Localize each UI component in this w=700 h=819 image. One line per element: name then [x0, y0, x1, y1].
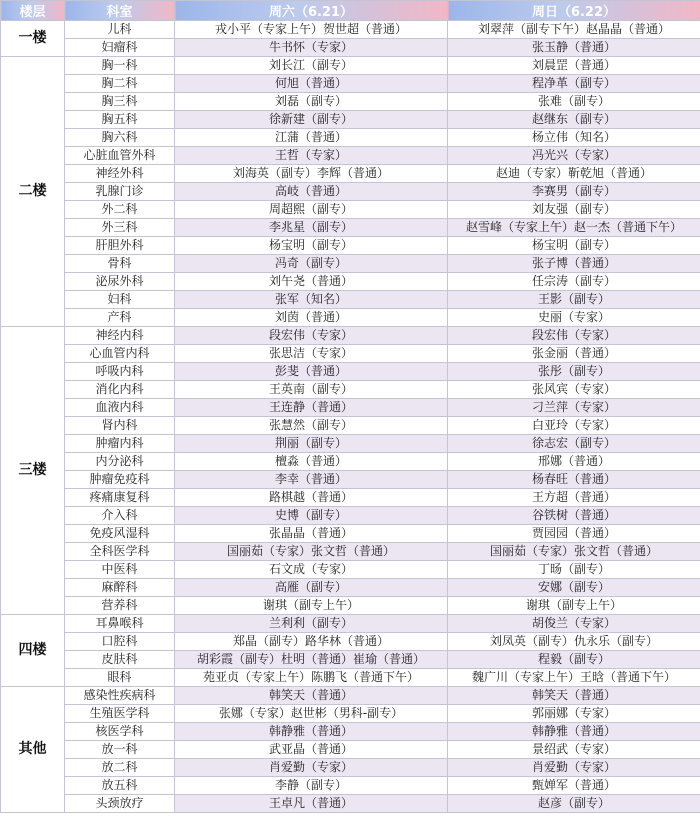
department-cell: 疼痛康复科	[65, 489, 175, 507]
sunday-doctor-cell: 史丽（专家）	[448, 309, 700, 327]
sunday-doctor-cell: 胡俊兰（专家）	[448, 615, 700, 633]
department-cell: 肾内科	[65, 417, 175, 435]
sunday-doctor-cell: 任宗涛（副专）	[448, 273, 700, 291]
saturday-doctor-cell: 武亚晶（普通）	[175, 741, 448, 759]
saturday-doctor-cell: 路棋越（普通）	[175, 489, 448, 507]
saturday-doctor-cell: 王卓凡（普通）	[175, 795, 448, 813]
department-cell: 妇瘤科	[65, 39, 175, 57]
department-cell: 营养科	[65, 597, 175, 615]
sunday-doctor-cell: 李赛男（副专）	[448, 183, 700, 201]
department-cell: 内分泌科	[65, 453, 175, 471]
saturday-doctor-cell: 张慧然（副专）	[175, 417, 448, 435]
floor-cell: 一楼	[1, 21, 65, 57]
department-cell: 骨科	[65, 255, 175, 273]
saturday-doctor-cell: 韩笑天（普通）	[175, 687, 448, 705]
department-cell: 妇科	[65, 291, 175, 309]
sunday-doctor-cell: 谷铁树（普通）	[448, 507, 700, 525]
saturday-doctor-cell: 彭斐（普通）	[175, 363, 448, 381]
header-sunday: 周日（6.22）	[448, 1, 700, 21]
department-cell: 全科医学科	[65, 543, 175, 561]
sunday-doctor-cell: 甄婵军（普通）	[448, 777, 700, 795]
sunday-doctor-cell: 张风宾（专家）	[448, 381, 700, 399]
department-cell: 心脏血管外科	[65, 147, 175, 165]
header-saturday: 周六（6.21）	[175, 1, 448, 21]
sunday-doctor-cell: 魏广川（专家上午）王晗（普通下午）	[448, 669, 700, 687]
table-row	[1, 129, 700, 147]
floor-cell: 其他	[1, 687, 65, 813]
sunday-doctor-cell: 冯光兴（专家）	[448, 147, 700, 165]
department-cell: 耳鼻喉科	[65, 615, 175, 633]
department-cell: 消化内科	[65, 381, 175, 399]
table-row	[1, 147, 700, 165]
table-row	[1, 543, 700, 561]
department-cell: 免疫风湿科	[65, 525, 175, 543]
sunday-doctor-cell: 杨宝明（副专）	[448, 237, 700, 255]
saturday-doctor-cell: 冯奇（副专）	[175, 255, 448, 273]
saturday-doctor-cell: 苑亚贞（专家上午）陈鹏飞（普通下午）	[175, 669, 448, 687]
sunday-doctor-cell: 张金丽（普通）	[448, 345, 700, 363]
table-row	[1, 633, 700, 651]
department-cell: 胸三科	[65, 93, 175, 111]
saturday-doctor-cell: 史博（副专）	[175, 507, 448, 525]
department-cell: 胸一科	[65, 57, 175, 75]
sunday-doctor-cell: 肖爱勤（专家）	[448, 759, 700, 777]
table-row	[1, 597, 700, 615]
sunday-doctor-cell: 安娜（副专）	[448, 579, 700, 597]
table-row	[1, 111, 700, 129]
table-row	[1, 723, 700, 741]
sunday-doctor-cell: 刘友强（副专）	[448, 201, 700, 219]
sunday-doctor-cell: 张子博（普通）	[448, 255, 700, 273]
sunday-doctor-cell: 邢娜（普通）	[448, 453, 700, 471]
saturday-doctor-cell: 刘海英（副专）李辉（普通）	[175, 165, 448, 183]
department-cell: 神经外科	[65, 165, 175, 183]
table-row	[1, 777, 700, 795]
table-row	[1, 93, 700, 111]
table-row	[1, 417, 700, 435]
department-cell: 口腔科	[65, 633, 175, 651]
department-cell: 介入科	[65, 507, 175, 525]
table-row	[1, 381, 700, 399]
sunday-doctor-cell: 韩笑天（普通）	[448, 687, 700, 705]
table-row	[1, 579, 700, 597]
sunday-doctor-cell: 程毅（副专）	[448, 651, 700, 669]
table-row	[1, 165, 700, 183]
sunday-doctor-cell: 郭丽娜（专家）	[448, 705, 700, 723]
sunday-doctor-cell: 国丽茹（专家）张文哲（普通）	[448, 543, 700, 561]
saturday-doctor-cell: 胡彩霞（副专）杜明（普通）崔瑜（普通）	[175, 651, 448, 669]
sunday-doctor-cell: 景绍武（专家）	[448, 741, 700, 759]
header-row	[1, 1, 700, 21]
saturday-doctor-cell: 张晶晶（普通）	[175, 525, 448, 543]
table-row	[1, 489, 700, 507]
sunday-doctor-cell: 徐志宏（副专）	[448, 435, 700, 453]
sunday-doctor-cell: 刁兰萍（专家）	[448, 399, 700, 417]
saturday-doctor-cell: 戎小平（专家上午）贺世超（普通）	[175, 21, 448, 39]
sunday-doctor-cell: 赵迪（专家）靳乾旭（普通）	[448, 165, 700, 183]
department-cell: 头颈放疗	[65, 795, 175, 813]
table-row	[1, 273, 700, 291]
saturday-doctor-cell: 徐新建（副专）	[175, 111, 448, 129]
saturday-doctor-cell: 周超熙（副专）	[175, 201, 448, 219]
saturday-doctor-cell: 李兆星（副专）	[175, 219, 448, 237]
department-cell: 放五科	[65, 777, 175, 795]
department-cell: 乳腺门诊	[65, 183, 175, 201]
table-row	[1, 561, 700, 579]
department-cell: 感染性疾病科	[65, 687, 175, 705]
saturday-doctor-cell: 王英南（副专）	[175, 381, 448, 399]
table-row	[1, 507, 700, 525]
table-row	[1, 255, 700, 273]
department-cell: 生殖医学科	[65, 705, 175, 723]
saturday-doctor-cell: 荆丽（副专）	[175, 435, 448, 453]
sunday-doctor-cell: 赵继东（副专）	[448, 111, 700, 129]
table-row	[1, 183, 700, 201]
floor-cell: 四楼	[1, 615, 65, 687]
department-cell: 胸五科	[65, 111, 175, 129]
saturday-doctor-cell: 牛书怀（专家）	[175, 39, 448, 57]
table-row	[1, 309, 700, 327]
saturday-doctor-cell: 何旭（普通）	[175, 75, 448, 93]
department-cell: 神经内科	[65, 327, 175, 345]
table-row	[1, 21, 700, 39]
saturday-doctor-cell: 杨宝明（副专）	[175, 237, 448, 255]
department-cell: 核医学科	[65, 723, 175, 741]
department-cell: 心血管内科	[65, 345, 175, 363]
department-cell: 肿瘤内科	[65, 435, 175, 453]
floor-cell: 二楼	[1, 57, 65, 327]
table-row	[1, 741, 700, 759]
saturday-doctor-cell: 刘磊（副专）	[175, 93, 448, 111]
department-cell: 皮肤科	[65, 651, 175, 669]
table-row	[1, 75, 700, 93]
department-cell: 麻醉科	[65, 579, 175, 597]
header-floor: 楼层	[1, 1, 65, 21]
saturday-doctor-cell: 谢琪（副专上午）	[175, 597, 448, 615]
sunday-doctor-cell: 杨立伟（知名）	[448, 129, 700, 147]
sunday-doctor-cell: 王影（副专）	[448, 291, 700, 309]
sunday-doctor-cell: 张玉静（普通）	[448, 39, 700, 57]
table-row	[1, 705, 700, 723]
table-row	[1, 471, 700, 489]
saturday-doctor-cell: 刘茵（普通）	[175, 309, 448, 327]
saturday-doctor-cell: 张娜（专家）赵世彬（男科-副专）	[175, 705, 448, 723]
sunday-doctor-cell: 贾园园（普通）	[448, 525, 700, 543]
sunday-doctor-cell: 白亚玲（专家）	[448, 417, 700, 435]
sunday-doctor-cell: 刘翠萍（副专下午）赵晶晶（普通）	[448, 21, 700, 39]
saturday-doctor-cell: 李静（副专）	[175, 777, 448, 795]
sunday-doctor-cell: 杨春旺（普通）	[448, 471, 700, 489]
department-cell: 产科	[65, 309, 175, 327]
sunday-doctor-cell: 张彤（副专）	[448, 363, 700, 381]
saturday-doctor-cell: 高雁（副专）	[175, 579, 448, 597]
saturday-doctor-cell: 王连静（普通）	[175, 399, 448, 417]
saturday-doctor-cell: 肖爱勤（专家）	[175, 759, 448, 777]
sunday-doctor-cell: 程净革（副专）	[448, 75, 700, 93]
department-cell: 泌尿外科	[65, 273, 175, 291]
saturday-doctor-cell: 兰利利（副专）	[175, 615, 448, 633]
sunday-doctor-cell: 赵彦（副专）	[448, 795, 700, 813]
department-cell: 外二科	[65, 201, 175, 219]
saturday-doctor-cell: 郑晶（副专）路华林（普通）	[175, 633, 448, 651]
table-row	[1, 39, 700, 57]
department-cell: 呼吸内科	[65, 363, 175, 381]
schedule-body	[1, 21, 700, 813]
sunday-doctor-cell: 王方超（普通）	[448, 489, 700, 507]
table-row	[1, 399, 700, 417]
saturday-doctor-cell: 张军（知名）	[175, 291, 448, 309]
sunday-doctor-cell: 刘凤英（副专）仇永乐（副专）	[448, 633, 700, 651]
table-row	[1, 201, 700, 219]
saturday-doctor-cell: 檀淼（普通）	[175, 453, 448, 471]
table-row	[1, 687, 700, 705]
department-cell: 儿科	[65, 21, 175, 39]
department-cell: 肿瘤免疫科	[65, 471, 175, 489]
table-row	[1, 435, 700, 453]
table-row	[1, 651, 700, 669]
table-row	[1, 795, 700, 813]
table-row	[1, 615, 700, 633]
department-cell: 血液内科	[65, 399, 175, 417]
table-row	[1, 345, 700, 363]
table-row	[1, 363, 700, 381]
table-row	[1, 669, 700, 687]
department-cell: 中医科	[65, 561, 175, 579]
table-row	[1, 327, 700, 345]
saturday-doctor-cell: 段宏伟（专家）	[175, 327, 448, 345]
table-row	[1, 219, 700, 237]
saturday-doctor-cell: 国丽茹（专家）张文哲（普通）	[175, 543, 448, 561]
department-cell: 肝胆外科	[65, 237, 175, 255]
table-row	[1, 759, 700, 777]
department-cell: 放二科	[65, 759, 175, 777]
table-row	[1, 57, 700, 75]
saturday-doctor-cell: 江蒲（普通）	[175, 129, 448, 147]
department-cell: 外三科	[65, 219, 175, 237]
department-cell: 胸六科	[65, 129, 175, 147]
sunday-doctor-cell: 段宏伟（专家）	[448, 327, 700, 345]
saturday-doctor-cell: 石文成（专家）	[175, 561, 448, 579]
sunday-doctor-cell: 赵雪峰（专家上午）赵一杰（普通下午）	[448, 219, 700, 237]
header-department: 科室	[65, 1, 175, 21]
department-cell: 胸二科	[65, 75, 175, 93]
saturday-doctor-cell: 高岐（普通）	[175, 183, 448, 201]
department-cell: 眼科	[65, 669, 175, 687]
table-row	[1, 453, 700, 471]
saturday-doctor-cell: 刘午尧（普通）	[175, 273, 448, 291]
saturday-doctor-cell: 李幸（普通）	[175, 471, 448, 489]
table-row	[1, 291, 700, 309]
saturday-doctor-cell: 韩静雅（普通）	[175, 723, 448, 741]
saturday-doctor-cell: 王哲（专家）	[175, 147, 448, 165]
department-cell: 放一科	[65, 741, 175, 759]
sunday-doctor-cell: 韩静雅（普通）	[448, 723, 700, 741]
sunday-doctor-cell: 丁旸（副专）	[448, 561, 700, 579]
saturday-doctor-cell: 张思洁（专家）	[175, 345, 448, 363]
floor-cell: 三楼	[1, 327, 65, 615]
table-row	[1, 237, 700, 255]
sunday-doctor-cell: 谢琪（副专上午）	[448, 597, 700, 615]
sunday-doctor-cell: 刘晨罡（普通）	[448, 57, 700, 75]
table-row	[1, 525, 700, 543]
sunday-doctor-cell: 张难（副专）	[448, 93, 700, 111]
saturday-doctor-cell: 刘长江（副专）	[175, 57, 448, 75]
